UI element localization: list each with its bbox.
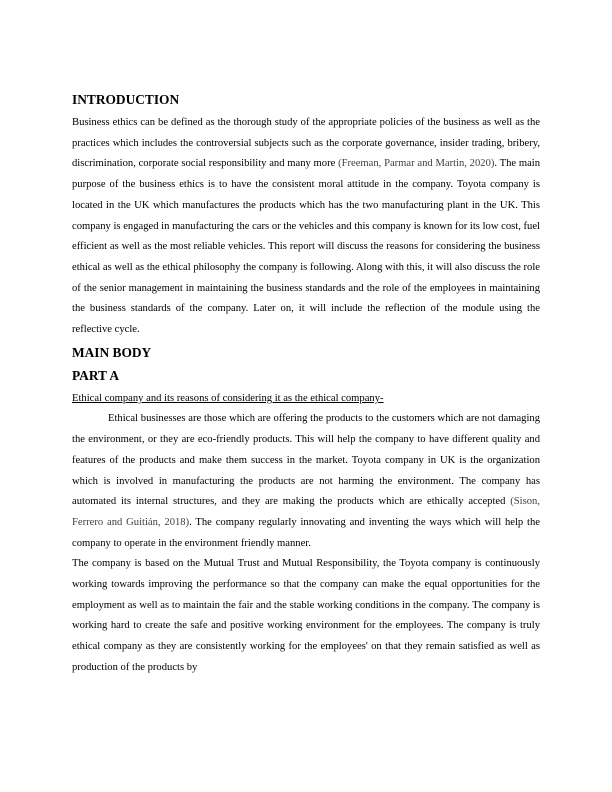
ethical-business-paragraph xyxy=(72,409,540,554)
introduction-text-part-2: . The main purpose of the business ethics is to have the consistent moral attitude in the company. Toyota company is located in the UK which manufactures the products which has the two manufacturing plant in the UK. This company is engaged in manufacturing the cars or the vehicles and this company is known for its low cost, fuel efficient as well as the most reliable vehicles. This report will discuss the reasons for considering the business ethical as well as the ethical philosophy the company is following. Along with this, it will also discuss the role of the senior management in maintaining the business standards and the role of the employees in maintaining the business standards of the company. Later on, it will include the reflection of the module using the reflective cycle. xyxy=(72,158,541,336)
ethical-business-text-part-2: . The company regularly innovating and inventing the ways which will help the company to operate in the environment friendly manner. xyxy=(72,516,541,549)
introduction-citation: (Freeman, Parmar and Martin, 2020) xyxy=(338,158,495,170)
mutual-trust-paragraph: The company is based on the Mutual Trust and Mutual Responsibility, the Toyota company is continuously working towards improving the performance so that the company can make the equal opportunities for the employment as well as to maintain the fair and the stable working conditions in the company. The company is working hard to create the safe and positive working environment for the employees. The company is truly ethical company as they are consistently working for the employees' on that they remain satisfied as well as production of the products by xyxy=(72,558,540,673)
main-body-heading: MAIN BODY xyxy=(72,344,152,360)
introduction-text-part-1: Business ethics can be defined as the thorough study of the appropriate policies of the business as well as the practices which includes the controversial subjects such as the corporate governance, insider trading, bribery, discrimination, corporate social responsibility and many more xyxy=(72,117,540,170)
introduction-heading: INTRODUCTION xyxy=(72,92,180,107)
part-a-heading: PART A xyxy=(72,367,120,383)
ethical-business-citation: (Sison, Ferrero and Guitián, 2018) xyxy=(72,496,540,528)
introduction-paragraph xyxy=(72,113,540,341)
section-subheading: Ethical company and its reasons of considering it as the ethical company- xyxy=(72,392,384,404)
document-page xyxy=(72,90,540,679)
ethical-business-text-part-1: Ethical businesses are those which are offering the products to the customers which are not damaging the environment, or they are eco-friendly products. This will help the company to have different quality and features of the products and make them success in the market. Toyota company in UK is the organization which is involved in manufacturing the products are not harming the environment. The company has automated its internal structures, and they are making the products which are ethically accepted xyxy=(72,413,540,508)
